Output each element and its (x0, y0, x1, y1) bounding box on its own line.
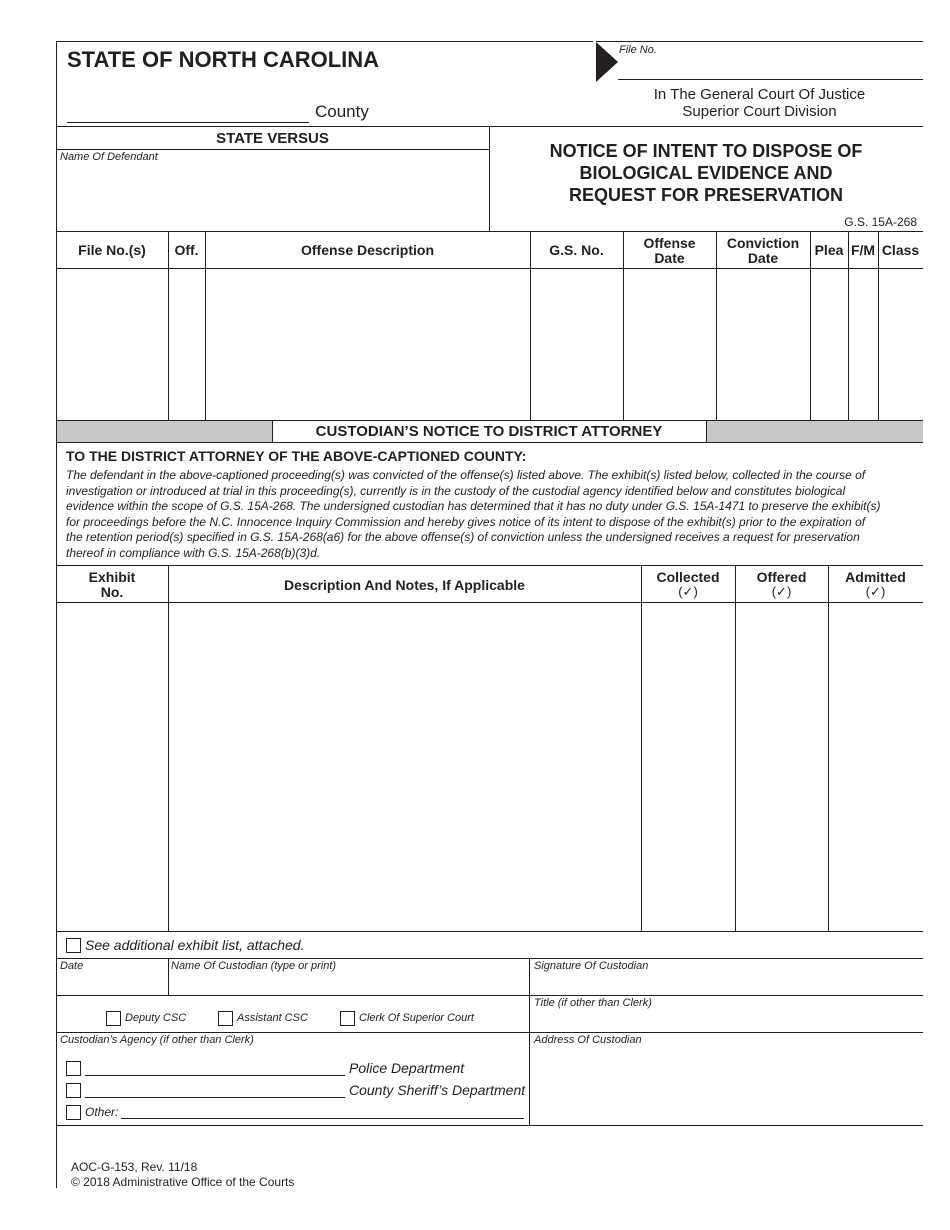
other-label: Other: (85, 1105, 119, 1119)
header-offense-date-1: Offense (643, 235, 696, 251)
header-collected: Collected (656, 569, 720, 585)
title-field[interactable] (534, 1012, 919, 1030)
header-admitted: Admitted (845, 569, 906, 585)
assistant-csc-checkbox[interactable] (218, 1011, 233, 1026)
header-exhibit-2: No. (100, 584, 124, 600)
defendant-name-label: Name Of Defendant (60, 151, 158, 163)
notice-to: TO THE DISTRICT ATTORNEY OF THE ABOVE-CAPTIONED COUNTY: (66, 448, 527, 464)
notice-line: investigation or introduced at trial in this proceeding(s), currently is in the custody of the custodial agency identified below and constitutes biological (66, 483, 846, 498)
deputy-csc-label: Deputy CSC (125, 1012, 187, 1024)
sheriff-label: County Sheriff’s Department (349, 1082, 526, 1098)
header-plea: Plea (814, 242, 844, 258)
arrow-icon (596, 42, 618, 82)
state-versus: STATE VERSUS (216, 130, 329, 147)
header-offense-description: Offense Description (300, 242, 435, 258)
custodian-row-2 (56, 995, 923, 996)
address-label: Address Of Custodian (534, 1034, 642, 1046)
header-description: Description And Notes, If Applicable (284, 577, 525, 593)
title-label: Title (if other than Clerk) (534, 997, 652, 1009)
exhibit-entry-area[interactable] (57, 603, 923, 930)
clerk-superior-label: Clerk Of Superior Court (359, 1012, 474, 1024)
banner-edge (706, 420, 707, 442)
notice-body (66, 468, 926, 561)
header-offered: Offered (756, 569, 807, 585)
statute-ref: G.S. 15A-268 (844, 215, 917, 229)
date-label: Date (60, 960, 84, 972)
form-number: AOC-G-153, Rev. 11/18 (71, 1160, 198, 1174)
agency-label: Custodian’s Agency (if other than Clerk) (60, 1034, 254, 1046)
county-label: County (315, 102, 369, 121)
header-off: Off. (174, 242, 199, 258)
header-exhibit-1: Exhibit (88, 569, 136, 585)
notice-line: for proceedings before the N.C. Innocence Inquiry Commission and hereby gives notice of its intent to dispose of the exhibit(s) prior to the expiration of (66, 514, 866, 529)
form-title-2: BIOLOGICAL EVIDENCE AND (579, 163, 833, 183)
police-checkbox[interactable] (66, 1061, 81, 1076)
banner-shade-right (706, 421, 923, 442)
court-line-2: Superior Court Division (682, 103, 837, 120)
banner-shade-left (57, 421, 272, 442)
custodian-row-3 (56, 1032, 923, 1033)
court-line-1: In The General Court Of Justice (653, 86, 866, 103)
additional-list-checkbox[interactable] (66, 938, 81, 953)
police-label: Police Department (349, 1060, 465, 1076)
custodian-name-field[interactable] (171, 975, 525, 993)
other-field[interactable] (121, 1102, 524, 1119)
offense-entry-area[interactable] (57, 269, 923, 419)
notice-line: thereof in compliance with G.S. 15A-268(b)(3)d. (66, 545, 321, 560)
header-offered-check: (✓) (771, 584, 792, 599)
header-admitted-check: (✓) (865, 584, 886, 599)
header-conviction-date-1: Conviction (726, 235, 800, 251)
custodian-name-label: Name Of Custodian (type or print) (171, 960, 337, 972)
state-title: STATE OF NORTH CAROLINA (67, 47, 380, 72)
sheriff-county-field[interactable] (85, 1080, 345, 1098)
header-offense-date-2: Date (654, 250, 685, 266)
signature-label: Signature Of Custodian (534, 960, 649, 972)
file-no-field[interactable] (618, 79, 923, 80)
address-field[interactable] (534, 1050, 919, 1122)
additional-list-label: See additional exhibit list, attached. (85, 937, 305, 953)
notice-line: evidence within the scope of G.S. 15A-268. The undersigned custodian has determined that it has no duty under G.S. 15A-1471 to preserve the exhibit(s) (66, 499, 881, 513)
col-line (168, 958, 169, 995)
assistant-csc-label: Assistant CSC (237, 1012, 308, 1024)
header-fm: F/M (850, 242, 876, 258)
exhibit-table-top (56, 565, 923, 566)
header-gs-no: G.S. No. (549, 242, 604, 258)
versus-underline (56, 149, 489, 150)
deputy-csc-checkbox[interactable] (106, 1011, 121, 1026)
form-title-3: REQUEST FOR PRESERVATION (568, 185, 844, 205)
signature-field[interactable] (534, 975, 919, 993)
notice-line: the retention period(s) specified in G.S. 15A-268(a6) for the above offense(s) of conviction unless the undersigned receives a request for preservation (66, 530, 860, 544)
other-checkbox[interactable] (66, 1105, 81, 1120)
defendant-name-field[interactable] (60, 168, 485, 228)
offense-table-top (56, 231, 923, 232)
file-no-label: File No. (619, 44, 657, 56)
notice-line: The defendant in the above-captioned proceeding(s) was convicted of the offense(s) listed above. The exhibit(s) listed below, collected in the course of (66, 468, 866, 482)
file-no-top-line (596, 41, 923, 42)
custodian-top (56, 958, 923, 959)
header-file-no: File No.(s) (78, 242, 146, 258)
sheriff-checkbox[interactable] (66, 1083, 81, 1098)
police-name-field[interactable] (85, 1058, 345, 1076)
banner-bottom (56, 442, 923, 443)
date-field[interactable] (60, 975, 164, 993)
clerk-superior-checkbox[interactable] (340, 1011, 355, 1026)
header-conviction-date-2: Date (747, 250, 779, 266)
county-field[interactable] (67, 105, 309, 123)
copyright: © 2018 Administrative Office of the Courts (71, 1175, 295, 1189)
header-collected-check: (✓) (678, 584, 698, 599)
form-title-1: NOTICE OF INTENT TO DISPOSE OF (549, 141, 863, 161)
top-border (56, 41, 593, 42)
custodian-notice-banner: CUSTODIAN’S NOTICE TO DISTRICT ATTORNEY (315, 423, 663, 440)
col-line (529, 958, 530, 1125)
exhibit-table-bottom (56, 931, 923, 932)
header-class: Class (881, 242, 920, 258)
custodian-bottom (56, 1125, 923, 1126)
